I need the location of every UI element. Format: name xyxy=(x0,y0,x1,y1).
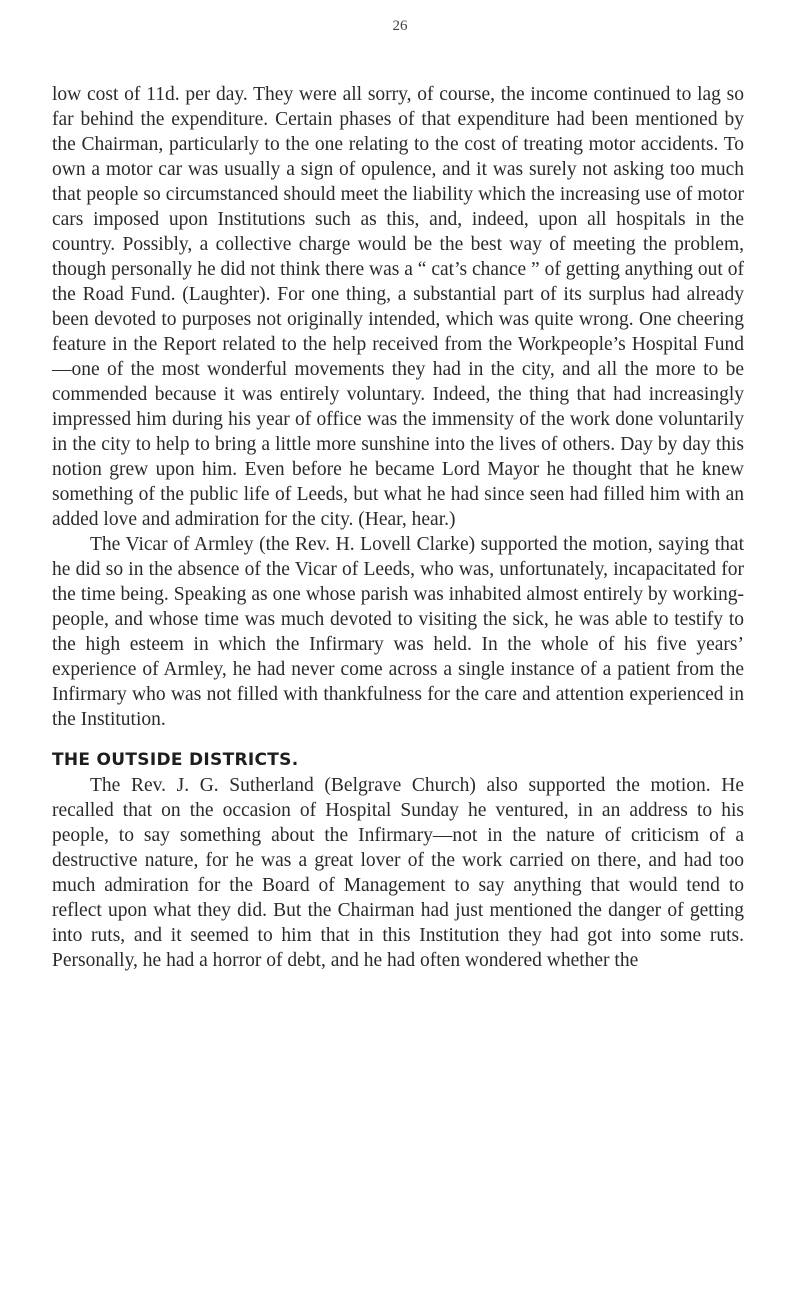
page-number: 26 xyxy=(392,18,408,34)
paragraph-rev-sutherland: The Rev. J. G. Sutherland (Belgrave Church) also supported the motion. He recalled that on the occasion of Hospital Sunday he ventured, in an address to his people, to say something about the Infirmary—not in the nature of criticism of a destructive nature, for he was a great lover of the work carried on there, and had too much admiration for the Board of Management to say anything that would tend to reflect upon what they did. But the Chairman had just mentioned the danger of getting into ruts, and it seemed to him that in this Institution they had got into some ruts. Personally, he had a horror of debt, and he had often wondered whether the xyxy=(52,775,744,971)
section-heading: THE OUTSIDE DISTRICTS. xyxy=(52,750,299,770)
paragraph-vicar-of-armley: The Vicar of Armley (the Rev. H. Lovell Clarke) supported the motion, saying that he did so in the absence of the Vicar of Leeds, who was, unfortunately, incapacitated for the time being. Speaking as one whose parish was inhabited almost entirely by working-people, and whose time was much devoted to visiting the sick, he was able to testify to the high esteem in which the Infirmary was held. In the whole of his five years’ experience of Armley, he had never come across a single instance of a patient from the Infirmary who was not filled with thankfulness for the care and attention experienced in the Institution. xyxy=(52,534,744,730)
paragraph-continued-speech: low cost of 11d. per day. They were all sorry, of course, the income continued to lag so far behind the expenditure. Certain phases of that expenditure had been mentioned by the Chairman, particularly to the one relating to the cost of treating motor accidents. To own a motor car was usually a sign of opulence, and it was surely not asking too much that people so circumstanced should meet the liability which the increasing use of motor cars imposed upon Institutions such as this, and, indeed, upon all hospitals in the country. Possibly, a collective charge would be the best way of meeting the problem, though personally he did not think there was a “ cat’s chance ” of getting anything out of the Road Fund. (Laughter). For one thing, a substantial part of its surplus had already been devoted to purposes not originally intended, which was quite wrong. One cheering feature in the Report related to the help received from the Workpeople’s Hospital Fund—one of the most wonderful movements they had in the city, and all the more to be commended because it was entirely voluntary. Indeed, the thing that had increasingly impressed him during his year of office was the immensity of the work done voluntarily in the city to help to bring a little more sunshine into the lives of others. Day by day this notion grew upon him. Even before he became Lord Mayor he thought that he knew something of the public life of Leeds, but what he had since seen had filled him with an added love and admiration for the city. (Hear, hear.) xyxy=(52,84,744,530)
document-body xyxy=(52,82,744,973)
